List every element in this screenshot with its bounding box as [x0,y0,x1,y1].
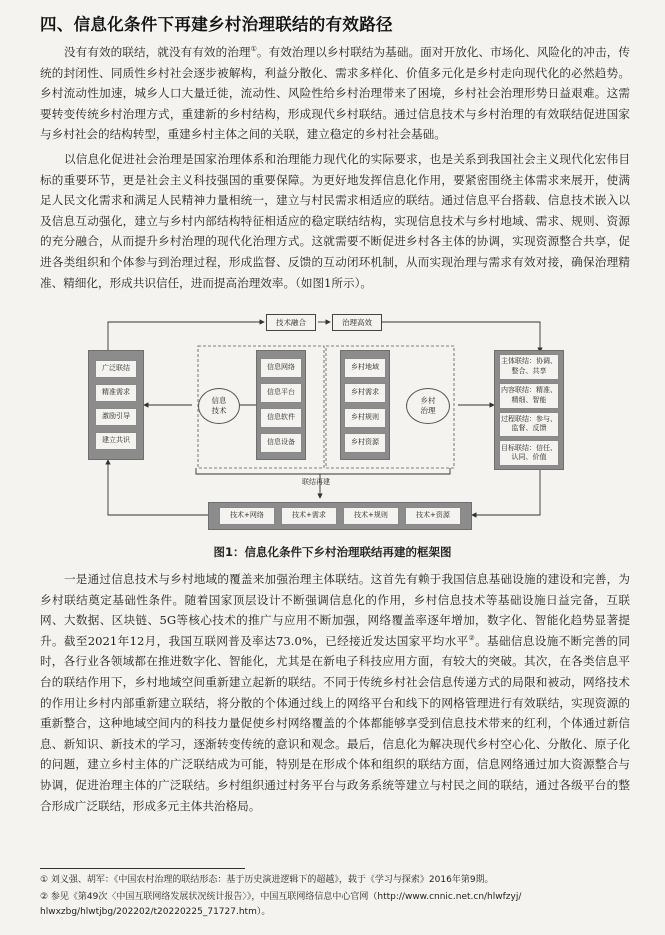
left-item-3: 激励引导 [95,408,137,426]
figure-caption: 图1：信息化条件下乡村治理联结再建的框架图 [213,545,452,559]
footnote-1: ① 刘义强、胡军：《中国农村治理的联结形态：基于历史演进逻辑下的超越》，载于《学习与探索》2016年第9期。 [40,875,494,885]
right-item-3: 过程联结：参与、监督、反馈 [499,412,559,438]
right-linkage-group [494,350,564,470]
footnote-2-line-1: ② 参见《第49次〈中国互联网络发展状况统计报告〉》，中国互联网络信息中心官网（http://www.cnnic.net.cn/hlwfzyj/ [40,892,522,902]
left-item-2: 精准需求 [95,384,137,402]
tech-item-3: 信息软件 [260,408,302,428]
bottom-combo-group [208,502,472,530]
tech-item-1: 信息网络 [260,358,302,378]
paragraph-1-text-a: 没有有效的联结，就没有有效的治理 [64,45,251,59]
rural-item-group [340,350,390,460]
right-item-4: 目标联结：信任、认同、价值 [499,440,559,466]
left-outcome-group [88,350,144,460]
rural-governance-ellipse: 乡村 治理 [406,388,450,424]
left-item-1: 广泛联结 [95,360,137,378]
rural-item-3: 乡村规则 [344,408,386,428]
paragraph-3 [40,569,630,816]
paragraph-3-text-b: 。基础信息设施不断完善的同时，各行业各领域都在推进数字化、智能化，尤其是在新电子科技应用方面，有较大的突破。其次，在各类信息平台的联结作用下，乡村地域空间重新建立起新的联结。不同于传统乡村社会信息传递方式的局限和被动，网络技术的作用让乡村内部重新建立联结，将分散的个体通过线上的网络平台和线下的网格管理进行有效联结，实现资源的重新整合，这种地域空间内的科技力量促使乡村网络覆盖的个体都能够享受到信息技术带来的红利，个体通过新信息、新知识、新技术的学习，逐渐转变传统的意识和观念。最后，信息化为解决现代乡村空心化、分散化、原子化的问题，建立乡村主体的广泛联结成为可能，特别是在形成个体和组织的联结方面，信息网络通过加大资源整合与协调，促进治理主体的广泛联结。乡村组织通过村务平台与政务系统等建立与村民之间的联结，通过各级平台的整合形成广泛联结，形成多元主体共治格局。 [40,633,630,813]
right-item-1: 主体联结：协调、整合、共享 [499,354,559,380]
tech-item-4: 信息设备 [260,433,302,453]
rural-item-1: 乡村地域 [344,358,386,378]
rural-item-4: 乡村资源 [344,433,386,453]
framework-figure [88,310,566,538]
footnote-ref-1[interactable]: ① [250,45,257,54]
bottom-item-4: 技术+资源 [405,507,461,525]
section-heading: 四、信息化条件下再建乡村治理联结的有效路径 [40,15,393,34]
tech-item-2: 信息平台 [260,383,302,403]
footnote-2 [40,890,635,920]
left-item-4: 建立共识 [95,432,137,450]
governance-efficiency-box: 治理高效 [332,314,382,331]
paragraph-2: 以信息化促进社会治理是国家治理体系和治理能力现代化的实际要求，也是关系到我国社会主义现代化宏伟目标的重要环节，更是社会主义科技强国的重要保障。为更好地发挥信息化作用，要紧密围绕主体需求来展开，使满足人民文化需求和满足人民精神力量相统一，建立与村民需求相适应的联结。通过信息平台搭载、信息技术嵌入以及信息互动强化，建立与乡村内部结构特征相适应的稳定联结结构，实现信息技术与乡村地域、需求、规则、资源的充分融合，从而提升乡村治理的现代化治理方式。这就需要不断促进乡村各主体的协调，实现资源整合共享，促进各类组织和个体参与到治理过程，形成监督、反馈的互动闭环机制，从而实现治理与需求有效对接，确保治理精准、精细化，形成共识信任，进而提高治理效率。（如图1所示）。 [40,152,630,290]
rebuild-label: 联结再建 [302,478,330,486]
footnote-2-line-2: hlwxzbg/hlwtjbg/202202/t20220225_71727.htm）。 [40,907,271,917]
right-item-2: 内容联结：精准、精细、智能 [499,383,559,409]
rural-item-2: 乡村需求 [344,383,386,403]
footnote-ref-2[interactable]: ② [468,633,476,642]
paragraph-1-text-b: 。有效治理以乡村联结为基础。面对开放化、市场化、风险化的冲击，传统的封闭性、同质性乡村社会逐步被解构，利益分散化、需求多样化、价值多元化是乡村走向现代化的必然趋势。乡村流动性加速，城乡人口大量迁徙，流动性、风险性给乡村治理带来了困境，乡村社会治理形势日益艰难。这需要转变传统乡村治理方式，重建新的乡村结构，形成现代乡村联结。通过信息技术与乡村治理的有效联结促进国家与乡村社会的结构转型，重建乡村主体之间的关联，建立稳定的乡村社会基础。 [40,45,630,142]
paragraph-3-text-a: 一是通过信息技术与乡村地域的覆盖来加强治理主体联结。这首先有赖于我国信息基础设施的建设和完善，为乡村联结奠定基础性条件。随着国家顶层设计不断强调信息化的作用，乡村信息技术等基础设施日益完备，互联网、大数据、区块链、5G等核心技术的推广与应用不断加强，网络覆盖率逐年增加，数字化、智能化趋势显著提升。截至2021年12月，我国互联网普及率达73.0%，已经接近发达国家平均水平 [40,572,630,648]
bottom-item-1: 技术+网络 [219,507,275,525]
footnote-divider [40,868,245,869]
tech-fusion-box: 技术融合 [266,314,316,331]
tech-item-group [256,350,306,460]
bottom-item-2: 技术+需求 [281,507,337,525]
paragraph-1 [40,42,630,145]
info-tech-ellipse: 信息 技术 [198,388,240,424]
bottom-item-3: 技术+规则 [343,507,399,525]
